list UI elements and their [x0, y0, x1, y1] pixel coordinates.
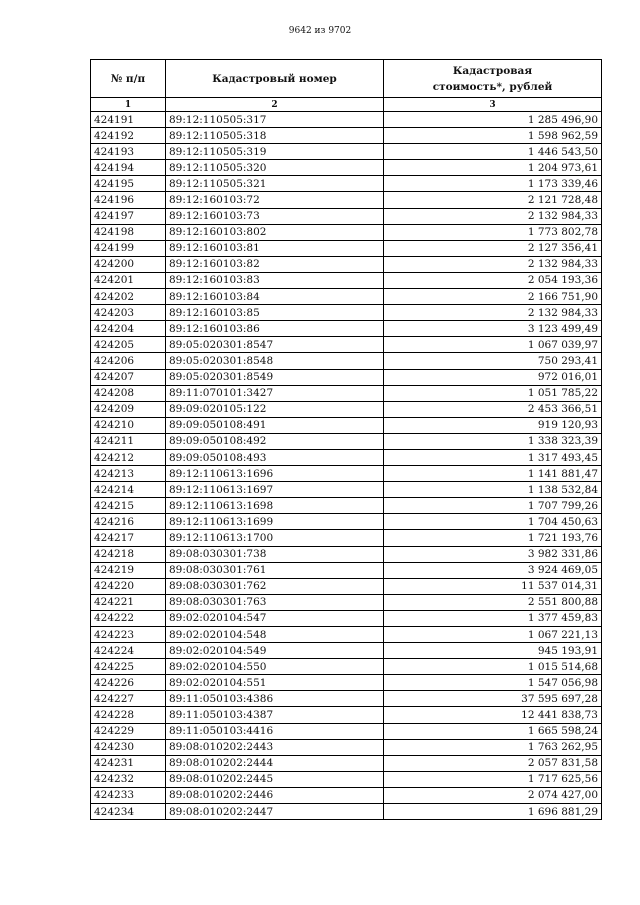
cadastral-value: 1 051 785,22 — [384, 385, 602, 401]
row-index: 424203 — [91, 305, 166, 321]
cadastral-value: 1 717 625,56 — [384, 771, 602, 787]
row-index: 424196 — [91, 192, 166, 208]
cadastral-number: 89:08:030301:738 — [166, 546, 384, 562]
table-row — [91, 466, 602, 482]
row-index: 424229 — [91, 723, 166, 739]
cadastral-value: 1 067 039,97 — [384, 337, 602, 353]
cadastral-value: 1 721 193,76 — [384, 530, 602, 546]
table-row — [91, 289, 602, 305]
row-index: 424225 — [91, 659, 166, 675]
cadastral-number: 89:08:010202:2445 — [166, 771, 384, 787]
cadastral-number: 89:12:110613:1696 — [166, 466, 384, 482]
table-row — [91, 272, 602, 288]
cadastral-number: 89:08:010202:2443 — [166, 739, 384, 755]
row-index: 424206 — [91, 353, 166, 369]
row-index: 424223 — [91, 627, 166, 643]
cadastral-value: 1 317 493,45 — [384, 449, 602, 465]
row-index: 424214 — [91, 482, 166, 498]
cadastral-value: 2 132 984,33 — [384, 256, 602, 272]
row-index: 424231 — [91, 755, 166, 771]
row-index: 424228 — [91, 707, 166, 723]
cadastral-number: 89:08:010202:2444 — [166, 755, 384, 771]
column-header-cadastral-value-text: Кадастровая стоимость*, рублей — [432, 64, 553, 93]
table-row — [91, 433, 602, 449]
table-row — [91, 514, 602, 530]
cadastral-number: 89:12:110613:1700 — [166, 530, 384, 546]
row-index: 424201 — [91, 272, 166, 288]
cadastral-number: 89:11:050103:4386 — [166, 691, 384, 707]
row-index: 424209 — [91, 401, 166, 417]
table-row — [91, 192, 602, 208]
cadastral-value: 1 763 262,95 — [384, 739, 602, 755]
cadastral-value: 1 704 450,63 — [384, 514, 602, 530]
row-index: 424195 — [91, 176, 166, 192]
row-index: 424234 — [91, 804, 166, 820]
row-index: 424200 — [91, 256, 166, 272]
cadastral-number: 89:08:030301:763 — [166, 594, 384, 610]
row-index: 424207 — [91, 369, 166, 385]
cadastral-number: 89:11:050103:4387 — [166, 707, 384, 723]
row-index: 424194 — [91, 160, 166, 176]
cadastral-number: 89:12:110505:318 — [166, 128, 384, 144]
cadastral-value-table — [90, 59, 602, 820]
cadastral-number: 89:08:010202:2447 — [166, 804, 384, 820]
row-index: 424220 — [91, 578, 166, 594]
row-index: 424198 — [91, 224, 166, 240]
table-row — [91, 240, 602, 256]
cadastral-value: 750 293,41 — [384, 353, 602, 369]
table-row — [91, 401, 602, 417]
table-row — [91, 546, 602, 562]
row-index: 424205 — [91, 337, 166, 353]
cadastral-value: 1 285 496,90 — [384, 112, 602, 128]
cadastral-value: 1 696 881,29 — [384, 804, 602, 820]
table-row — [91, 675, 602, 691]
cadastral-number: 89:12:160103:82 — [166, 256, 384, 272]
cadastral-number: 89:02:020104:550 — [166, 659, 384, 675]
cadastral-value: 1 773 802,78 — [384, 224, 602, 240]
row-index: 424226 — [91, 675, 166, 691]
cadastral-value: 1 707 799,26 — [384, 498, 602, 514]
table-row — [91, 160, 602, 176]
table-row — [91, 707, 602, 723]
table-header-row — [91, 60, 602, 98]
table-row — [91, 128, 602, 144]
cadastral-number: 89:12:110505:319 — [166, 144, 384, 160]
table-row — [91, 321, 602, 337]
cadastral-value: 1 067 221,13 — [384, 627, 602, 643]
row-index: 424208 — [91, 385, 166, 401]
cadastral-number: 89:12:110505:317 — [166, 112, 384, 128]
cadastral-number: 89:02:020104:548 — [166, 627, 384, 643]
table-row — [91, 643, 602, 659]
table-row — [91, 578, 602, 594]
cadastral-value: 2 132 984,33 — [384, 208, 602, 224]
cadastral-number: 89:05:020301:8549 — [166, 369, 384, 385]
column-header-cadastral-number: Кадастровый номер — [166, 60, 384, 98]
cadastral-number: 89:12:110505:320 — [166, 160, 384, 176]
table-row — [91, 369, 602, 385]
table-row — [91, 337, 602, 353]
cadastral-value: 972 016,01 — [384, 369, 602, 385]
table-row — [91, 256, 602, 272]
table-row — [91, 755, 602, 771]
cadastral-value: 3 123 499,49 — [384, 321, 602, 337]
row-index: 424215 — [91, 498, 166, 514]
page-number-header: 9642 из 9702 — [288, 26, 352, 36]
cadastral-number: 89:02:020104:551 — [166, 675, 384, 691]
cadastral-number: 89:12:110613:1698 — [166, 498, 384, 514]
cadastral-value: 1 547 056,98 — [384, 675, 602, 691]
row-index: 424212 — [91, 449, 166, 465]
cadastral-number: 89:09:050108:493 — [166, 449, 384, 465]
cadastral-value: 3 982 331,86 — [384, 546, 602, 562]
cadastral-number: 89:11:050103:4416 — [166, 723, 384, 739]
table-row — [91, 449, 602, 465]
cadastral-number: 89:12:160103:73 — [166, 208, 384, 224]
row-index: 424197 — [91, 208, 166, 224]
table-row — [91, 610, 602, 626]
table-row — [91, 691, 602, 707]
cadastral-value: 1 141 881,47 — [384, 466, 602, 482]
table-row — [91, 594, 602, 610]
cadastral-number: 89:12:110613:1699 — [166, 514, 384, 530]
row-index: 424193 — [91, 144, 166, 160]
table-row — [91, 482, 602, 498]
row-index: 424218 — [91, 546, 166, 562]
table-row — [91, 385, 602, 401]
row-index: 424217 — [91, 530, 166, 546]
row-index: 424221 — [91, 594, 166, 610]
row-index: 424219 — [91, 562, 166, 578]
table-row — [91, 417, 602, 433]
table-row — [91, 771, 602, 787]
row-index: 424204 — [91, 321, 166, 337]
cadastral-value: 1 204 973,61 — [384, 160, 602, 176]
row-index: 424202 — [91, 289, 166, 305]
cadastral-number: 89:05:020301:8548 — [166, 353, 384, 369]
table-row — [91, 112, 602, 128]
table-row — [91, 723, 602, 739]
column-number-3: 3 — [384, 98, 602, 112]
cadastral-value: 1 173 339,46 — [384, 176, 602, 192]
table-row — [91, 562, 602, 578]
cadastral-number: 89:08:010202:2446 — [166, 787, 384, 803]
cadastral-number: 89:09:020105:122 — [166, 401, 384, 417]
cadastral-value: 1 138 532,84 — [384, 482, 602, 498]
cadastral-value: 37 595 697,28 — [384, 691, 602, 707]
cadastral-value: 2 057 831,58 — [384, 755, 602, 771]
table-row — [91, 787, 602, 803]
cadastral-number: 89:11:070101:3427 — [166, 385, 384, 401]
cadastral-number: 89:02:020104:549 — [166, 643, 384, 659]
row-index: 424192 — [91, 128, 166, 144]
cadastral-number: 89:12:160103:802 — [166, 224, 384, 240]
cadastral-number: 89:12:110613:1697 — [166, 482, 384, 498]
table-row — [91, 739, 602, 755]
cadastral-value: 1 665 598,24 — [384, 723, 602, 739]
cadastral-value: 2 166 751,90 — [384, 289, 602, 305]
table-row — [91, 144, 602, 160]
table-body — [91, 112, 602, 820]
cadastral-value: 2 074 427,00 — [384, 787, 602, 803]
table-row — [91, 530, 602, 546]
column-number-row — [91, 98, 602, 112]
table-row — [91, 353, 602, 369]
cadastral-value: 2 127 356,41 — [384, 240, 602, 256]
cadastral-value: 2 054 193,36 — [384, 272, 602, 288]
row-index: 424199 — [91, 240, 166, 256]
table-row — [91, 804, 602, 820]
cadastral-value: 1 598 962,59 — [384, 128, 602, 144]
cadastral-number: 89:05:020301:8547 — [166, 337, 384, 353]
column-header-cadastral-value — [384, 60, 602, 98]
table-row — [91, 224, 602, 240]
cadastral-value: 1 446 543,50 — [384, 144, 602, 160]
cadastral-number: 89:12:160103:83 — [166, 272, 384, 288]
cadastral-number: 89:12:160103:86 — [166, 321, 384, 337]
column-header-index: № п/п — [91, 60, 166, 98]
table-row — [91, 305, 602, 321]
row-index: 424230 — [91, 739, 166, 755]
cadastral-value: 3 924 469,05 — [384, 562, 602, 578]
cadastral-value: 2 121 728,48 — [384, 192, 602, 208]
row-index: 424216 — [91, 514, 166, 530]
cadastral-value: 1 015 514,68 — [384, 659, 602, 675]
cadastral-number: 89:09:050108:491 — [166, 417, 384, 433]
table-row — [91, 627, 602, 643]
cadastral-value: 11 537 014,31 — [384, 578, 602, 594]
cadastral-value: 1 338 323,39 — [384, 433, 602, 449]
cadastral-value: 1 377 459,83 — [384, 610, 602, 626]
cadastral-number: 89:12:110505:321 — [166, 176, 384, 192]
column-number-1: 1 — [91, 98, 166, 112]
cadastral-number: 89:09:050108:492 — [166, 433, 384, 449]
row-index: 424211 — [91, 433, 166, 449]
cadastral-number: 89:08:030301:761 — [166, 562, 384, 578]
row-index: 424210 — [91, 417, 166, 433]
cadastral-value: 945 193,91 — [384, 643, 602, 659]
table-row — [91, 659, 602, 675]
cadastral-number: 89:12:160103:72 — [166, 192, 384, 208]
row-index: 424227 — [91, 691, 166, 707]
cadastral-number: 89:12:160103:84 — [166, 289, 384, 305]
cadastral-number: 89:12:160103:85 — [166, 305, 384, 321]
table-row — [91, 498, 602, 514]
cadastral-value: 12 441 838,73 — [384, 707, 602, 723]
row-index: 424213 — [91, 466, 166, 482]
row-index: 424222 — [91, 610, 166, 626]
cadastral-value: 919 120,93 — [384, 417, 602, 433]
table-row — [91, 208, 602, 224]
row-index: 424232 — [91, 771, 166, 787]
cadastral-value: 2 551 800,88 — [384, 594, 602, 610]
cadastral-number: 89:08:030301:762 — [166, 578, 384, 594]
column-number-2: 2 — [166, 98, 384, 112]
table-row — [91, 176, 602, 192]
cadastral-number: 89:02:020104:547 — [166, 610, 384, 626]
row-index: 424233 — [91, 787, 166, 803]
cadastral-number: 89:12:160103:81 — [166, 240, 384, 256]
row-index: 424191 — [91, 112, 166, 128]
cadastral-value: 2 453 366,51 — [384, 401, 602, 417]
cadastral-value: 2 132 984,33 — [384, 305, 602, 321]
row-index: 424224 — [91, 643, 166, 659]
